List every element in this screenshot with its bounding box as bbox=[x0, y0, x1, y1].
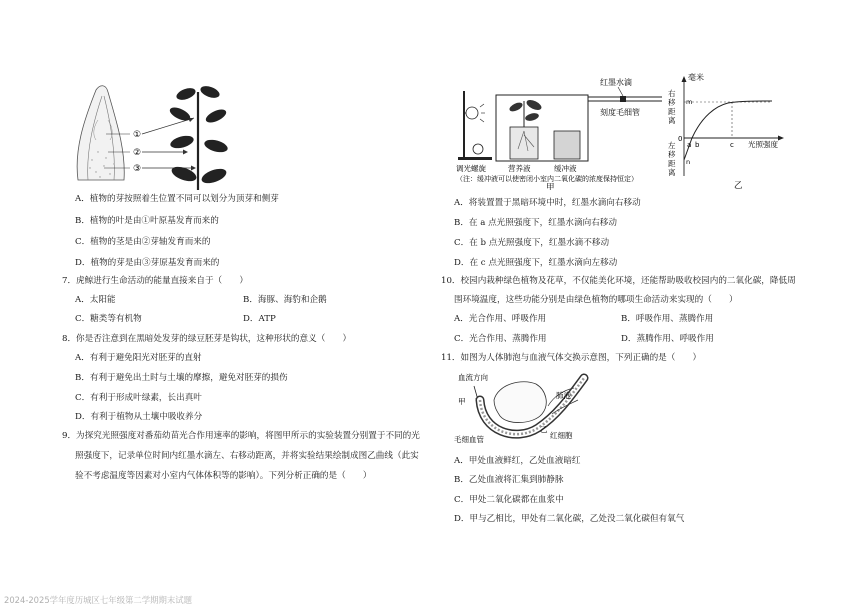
yi-point-a: a bbox=[687, 141, 692, 149]
q8-option-a: A．有利于避免阳光对胚芽的直射 bbox=[75, 353, 202, 363]
yi-lower-label-3: 距 bbox=[668, 159, 676, 168]
q6-option-a: A．植物的芽按照着生位置不同可以划分为顶芽和侧芽 bbox=[75, 194, 279, 204]
label-nutrient-solution: 营养液 bbox=[508, 164, 531, 173]
q10-option-a: A．光合作用、呼吸作用 bbox=[454, 314, 547, 324]
yi-point-c: c bbox=[730, 141, 734, 149]
q9-option-a: A．将装置置于黑暗环境中时，红墨水滴向右移动 bbox=[454, 198, 641, 208]
yi-point-b: b bbox=[695, 141, 700, 149]
label-yi-site: 乙 bbox=[540, 425, 548, 434]
q6-option-d: D．植物的芽是由③芽原基发育而来的 bbox=[75, 258, 220, 268]
yi-point-n: n bbox=[686, 158, 691, 166]
q7-option-a: A．太阳能 bbox=[75, 295, 116, 305]
yi-upper-label-4: 离 bbox=[668, 116, 676, 125]
label-red-ink-drop: 红墨水滴 bbox=[600, 78, 632, 87]
q9-stem-line2: 照强度下，记录单位时间内红墨水滴左、右移动距离，并将实验结果绘制成图乙曲线（此实 bbox=[75, 451, 419, 461]
yi-origin-label: 0 bbox=[678, 135, 683, 143]
yi-lower-label-1: 左 bbox=[668, 141, 676, 150]
label-alveolus: 肺泡 bbox=[556, 391, 571, 400]
yi-unit-label: 毫米 bbox=[688, 73, 704, 82]
alveolus-drawing bbox=[452, 370, 602, 452]
figure-yi-caption: 乙 bbox=[734, 181, 743, 191]
q10-option-c: C．光合作用、蒸腾作用 bbox=[454, 334, 547, 344]
label-capillary: 毛细血管 bbox=[454, 435, 484, 444]
q8-option-b: B．有利于避免出土时与土壤的摩擦，避免对胚芽的损伤 bbox=[75, 373, 288, 383]
q7-option-d: D．ATP bbox=[243, 314, 276, 324]
q10-option-d: D．蒸腾作用、呼吸作用 bbox=[621, 334, 714, 344]
yi-x-axis-label: 光照强度 bbox=[748, 140, 778, 149]
q9-option-b: B．在 a 点光照强度下，红墨水滴向右移动 bbox=[454, 218, 617, 228]
q7-option-b: B．海豚、海豹和企鹅 bbox=[243, 295, 327, 305]
apparatus-drawing bbox=[450, 75, 683, 190]
figure-yi-curve bbox=[662, 72, 792, 194]
q9-option-d: D．在 c 点光照强度下，红墨水滴向左移动 bbox=[454, 258, 618, 268]
figure-jia-apparatus bbox=[450, 75, 683, 190]
q11-stem: 11．如图为人体肺泡与血液气体交换示意图，下列正确的是（ ） bbox=[441, 353, 702, 363]
q6-option-c: C．植物的茎是由②芽轴发育而来的 bbox=[75, 237, 211, 247]
yi-upper-label-1: 右 bbox=[668, 89, 676, 98]
right-column bbox=[430, 0, 860, 608]
yi-lower-label-4: 离 bbox=[668, 168, 676, 177]
yi-point-m: m bbox=[686, 98, 693, 106]
bud-label-1: ① bbox=[133, 130, 142, 140]
bud-plant-drawing bbox=[70, 80, 250, 190]
q11-option-b: B．乙处血液将汇集到肺静脉 bbox=[454, 475, 564, 485]
label-red-blood-cell: 红细胞 bbox=[550, 431, 573, 440]
figure-jia-caption: 甲 bbox=[546, 183, 555, 190]
q8-stem: 8．你是否注意到在黑暗处发芽的绿豆胚芽是钩状，这种形状的意义（ ） bbox=[62, 334, 352, 344]
label-buffer-solution: 缓冲液 bbox=[554, 164, 577, 173]
label-blood-flow: 血流方向 bbox=[458, 373, 488, 382]
figure-jia-note: （注：缓冲液可以使密闭小室内二氧化碳的浓度保持恒定） bbox=[456, 175, 638, 183]
curve-drawing bbox=[662, 72, 792, 194]
q11-option-a: A．甲处血液鲜红，乙处血液暗红 bbox=[454, 456, 581, 466]
bud-label-3: ③ bbox=[133, 164, 142, 174]
label-lamp-knob: 调光螺旋 bbox=[456, 164, 486, 173]
label-capillary-tube: 刻度毛细管 bbox=[600, 108, 640, 117]
q9-stem-line3: 验不考虑温度等因素对小室内气体体积等的影响）。下列分析正确的是（ ） bbox=[75, 471, 372, 481]
q8-option-c: C．有利于形成叶绿素，长出真叶 bbox=[75, 393, 202, 403]
bud-and-plant-figure bbox=[70, 80, 250, 190]
q11-option-c: C．甲处二氧化碳都在血浆中 bbox=[454, 495, 564, 505]
q7-stem: 7．虎鲸进行生命活动的能量直接来自于（ ） bbox=[62, 276, 248, 286]
q10-stem-line2: 围环境温度，这些功能分别是由绿色植物的哪项生命活动来实现的（ ） bbox=[454, 295, 738, 305]
bud-label-2: ② bbox=[133, 148, 142, 158]
yi-lower-label-2: 移 bbox=[668, 150, 676, 159]
q10-stem-line1: 10．校园内栽种绿色植物及花草，不仅能美化环境，还能帮助吸收校园内的二氧化碳，降低周 bbox=[441, 276, 796, 286]
q9-option-c: C．在 b 点光照强度下，红墨水滴不移动 bbox=[454, 238, 610, 248]
q7-option-c: C．糖类等有机物 bbox=[75, 314, 142, 324]
q9-stem-line1: 9．为探究光照强度对番茄幼苗光合作用速率的影响，将图甲所示的实验装置分别置于不同的光 bbox=[62, 431, 420, 441]
alveolus-figure bbox=[452, 370, 602, 452]
q10-option-b: B．呼吸作用、蒸腾作用 bbox=[621, 314, 714, 324]
page-footer: 2024-2025学年度历城区七年级第二学期期末试题 bbox=[4, 595, 193, 605]
yi-upper-label-3: 距 bbox=[668, 107, 676, 116]
q8-option-d: D．有利于植物从土壤中吸收养分 bbox=[75, 412, 203, 422]
q6-option-b: B．植物的叶是由①叶原基发育而来的 bbox=[75, 216, 219, 226]
label-jia-site: 甲 bbox=[458, 397, 466, 406]
q11-option-d: D．甲与乙相比，甲处有二氧化碳，乙处没二氧化碳但有氧气 bbox=[454, 514, 685, 524]
yi-upper-label-2: 移 bbox=[668, 98, 676, 107]
